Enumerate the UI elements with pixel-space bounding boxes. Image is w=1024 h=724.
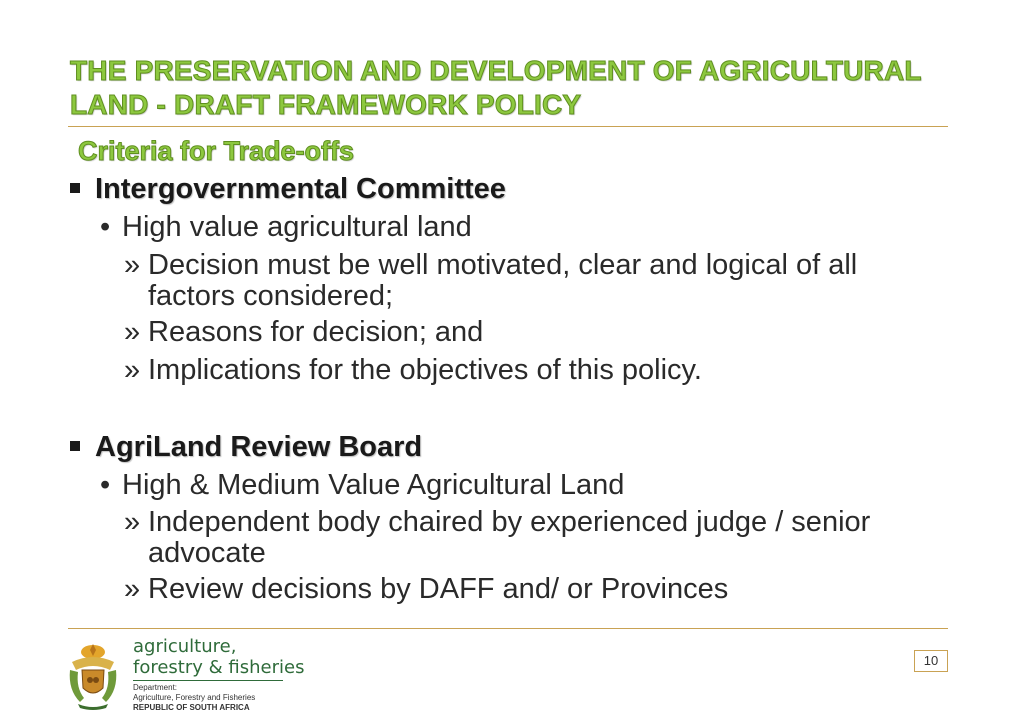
page-number: 10 [914,650,948,672]
point-text: Decision must be well motivated, clear and logical of all factors considered; [148,249,858,312]
chevron-bullet-icon: » [124,316,141,348]
logo-line-2: forestry & fisheries [133,657,305,678]
point-text: Implications for the objectives of this policy. [148,354,702,386]
footer-divider [68,628,948,629]
sub-bullet-text: High value agricultural land [122,211,472,243]
square-bullet-icon [70,441,80,451]
dept-line-3: REPUBLIC OF SOUTH AFRICA [133,703,250,712]
coat-of-arms-icon [66,640,120,712]
sub-bullet [100,210,472,244]
section-heading [70,430,422,464]
square-bullet-icon [70,183,80,193]
point-item [124,250,948,312]
point-item [124,355,948,386]
slide-title-line-1: THE PRESERVATION AND DEVELOPMENT OF AGRICULTURAL [70,55,922,86]
dept-line-2: Agriculture, Forestry and Fisheries [133,693,256,702]
point-item [124,317,948,348]
ministry-logo-text [133,636,304,678]
chevron-bullet-icon: » [124,249,141,281]
chevron-bullet-icon: » [124,573,141,605]
dot-bullet-icon: • [100,469,111,501]
section-heading-text: AgriLand Review Board [95,431,423,463]
dot-bullet-icon: • [100,211,111,243]
point-item [124,574,948,605]
department-label [133,683,255,713]
point-text: Review decisions by DAFF and/ or Provinces [148,573,729,605]
section-heading-text: Intergovernmental Committee [95,173,506,205]
point-text: Independent body chaired by experienced judge / senior advocate [148,506,871,569]
slide-subtitle: Criteria for Trade-offs [78,136,355,166]
dept-line-1: Department: [133,683,178,692]
slide-title-line-2: LAND - DRAFT FRAMEWORK POLICY [70,89,582,120]
chevron-bullet-icon: » [124,506,141,538]
logo-divider [133,680,283,681]
logo-line-1: agriculture, [133,636,237,657]
sub-bullet [100,468,624,502]
sub-bullet-text: High & Medium Value Agricultural Land [122,469,625,501]
section-heading [70,172,506,206]
point-item [124,507,948,569]
chevron-bullet-icon: » [124,354,141,386]
point-text: Reasons for decision; and [148,316,484,348]
